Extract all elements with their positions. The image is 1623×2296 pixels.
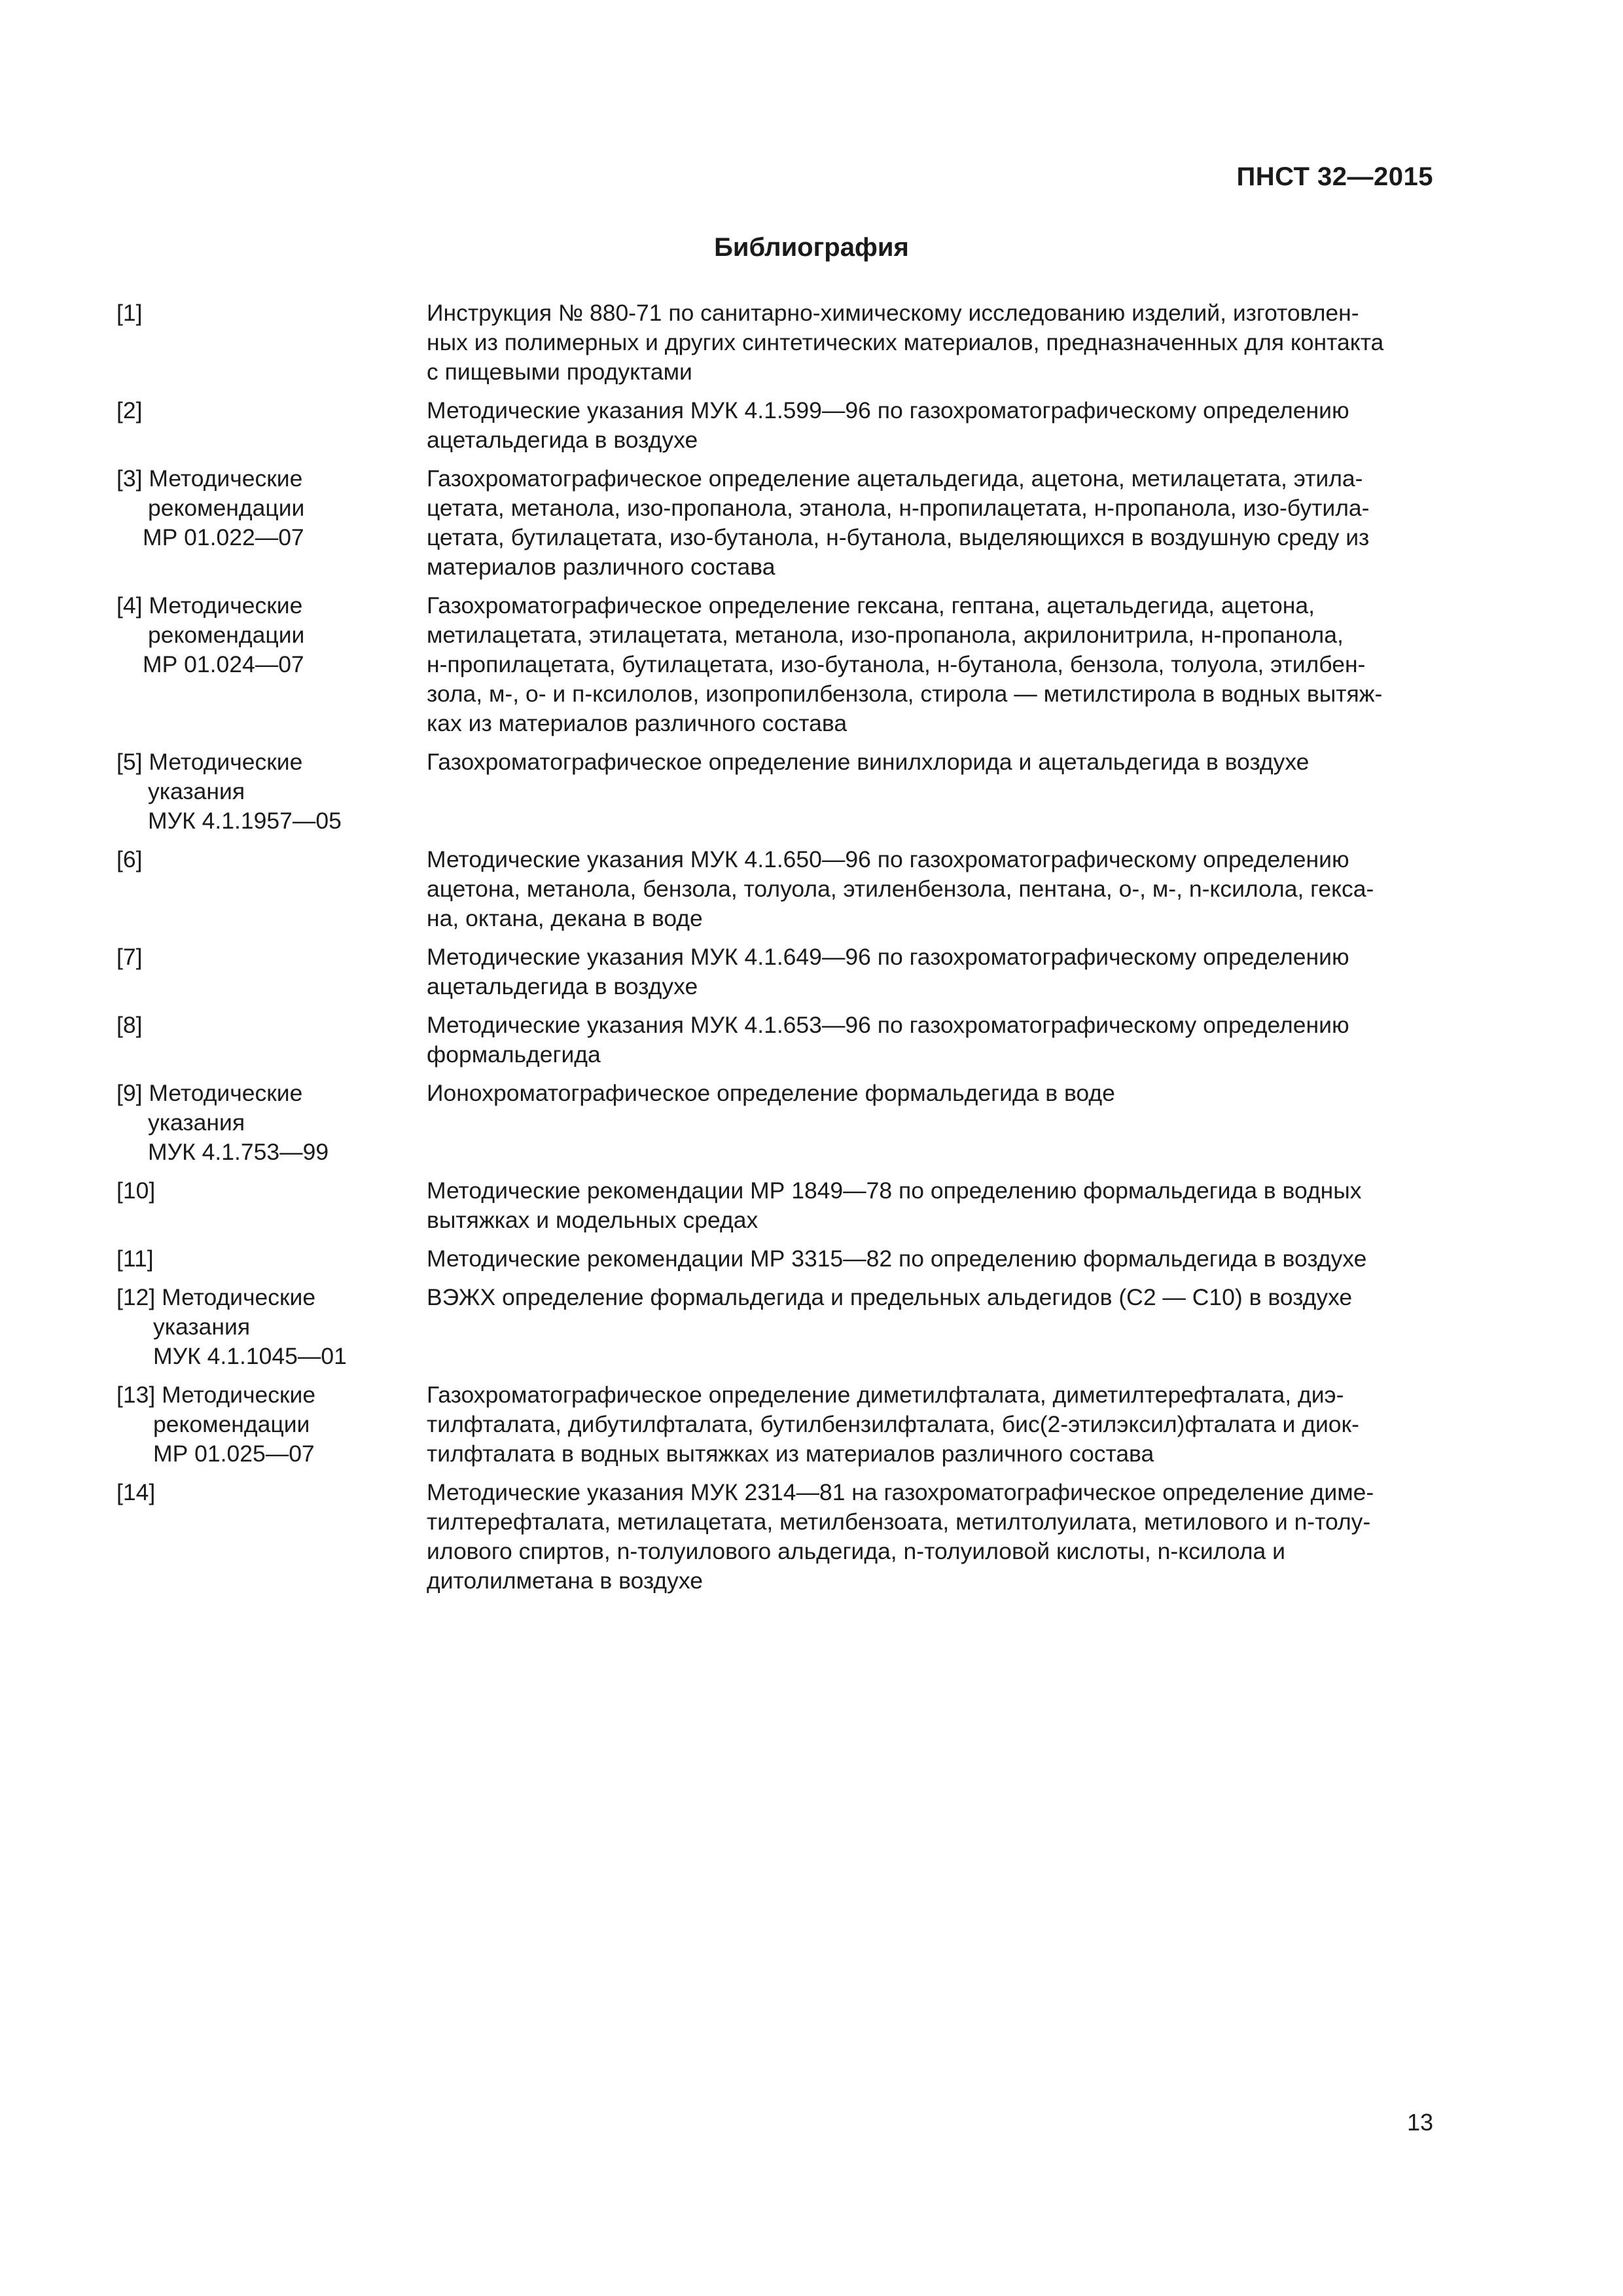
reference-designation [116,1011,427,1069]
reference-text-line: тилтерефталата, метилацетата, метилбензоата, метилтолуилата, метилового и n-толу- [427,1509,1371,1535]
reference-text-line: материалов различного состава [427,554,776,580]
reference-designation [116,1244,427,1274]
reference-text-line: формальдегида [427,1041,601,1067]
reference-number: [10] [116,1177,156,1204]
reference-text-line: тилфталата, дибутилфталата, бутилбензилфталата, бис(2-этилэксил)фталата и диок- [427,1411,1359,1437]
reference-number: [2] [116,397,143,423]
bibliography-list [116,298,1433,1605]
reference-text-line: цетата, бутилацетата, изо-бутанола, н-бутанола, выделяющихся в воздушную среду из [427,524,1370,550]
reference-doc-line: Методические [162,1284,316,1310]
reference-number: [3] [116,465,143,492]
reference-designation [116,845,427,933]
bibliography-entry [116,1079,1433,1167]
reference-doc-line: Методические [149,1080,303,1106]
reference-text-line: ацетона, метанола, бензола, толуола, этиленбензола, пентана, о-, м-, n-ксилола, гекса- [427,876,1374,902]
reference-number: [13] [116,1382,156,1408]
reference-doc-line: рекомендации [153,1411,310,1437]
reference-doc-line: Методические [149,465,303,492]
reference-text-line: цетата, метанола, изо-пропанола, этанола, н-пропилацетата, н-пропанола, изо-бутила- [427,495,1370,521]
reference-text-line: тилфталата в водных вытяжках из материалов различного состава [427,1441,1154,1467]
reference-title [427,298,1433,387]
reference-doc-line: указания [153,1314,251,1340]
reference-designation [116,1380,427,1469]
reference-doc-line: Методические [149,592,303,619]
page-title: Библиография [714,233,909,262]
reference-text-line: илового спиртов, n-толуилового альдегида, n-толуиловой кислоты, n-ксилола и [427,1538,1285,1564]
reference-number: [4] [116,592,143,619]
reference-number: [8] [116,1012,143,1038]
bibliography-entry [116,845,1433,933]
reference-designation [116,298,427,387]
reference-designation [116,747,427,836]
reference-title [427,1478,1433,1596]
reference-text-line: Инструкция № 880-71 по санитарно-химическому исследованию изделий, изготовлен- [427,300,1359,326]
reference-doc-code: МУК 4.1.753—99 [148,1139,329,1165]
reference-text-line: Газохроматографическое определение винилхлорида и ацетальдегида в воздухе [427,749,1310,775]
reference-title [427,1011,1433,1069]
reference-title [427,1283,1433,1371]
reference-number: [1] [116,300,143,326]
reference-doc-line: указания [148,1109,245,1136]
bibliography-entry [116,298,1433,387]
reference-text-line: дитолилметана в воздухе [427,1568,703,1594]
reference-doc-code: МР 01.024—07 [143,651,304,677]
reference-number: [5] [116,749,143,775]
reference-designation [116,942,427,1001]
bibliography-entry [116,1380,1433,1469]
reference-document-type [116,1284,427,1371]
reference-title [427,942,1433,1001]
reference-designation [116,1283,427,1371]
reference-doc-line: рекомендации [148,622,305,648]
reference-text-line: ВЭЖХ определение формальдегида и предельных альдегидов (С2 — С10) в воздухе [427,1284,1353,1310]
reference-number: [6] [116,846,143,872]
reference-title [427,747,1433,836]
reference-text-line: Методические рекомендации МР 3315—82 по определению формальдегида в воздухе [427,1246,1367,1272]
reference-doc-code: МР 01.022—07 [143,524,304,550]
reference-document-type [116,1080,427,1167]
reference-text-line: Газохроматографическое определение диметилфталата, диметилтерефталата, диэ- [427,1382,1344,1408]
reference-text-line: Газохроматографическое определение ацетальдегида, ацетона, метилацетата, этила- [427,465,1363,492]
reference-number: [12] [116,1284,156,1310]
reference-doc-code: МР 01.025—07 [153,1441,315,1467]
bibliography-entry [116,1244,1433,1274]
reference-text-line: Методические указания МУК 4.1.653—96 по газохроматографическому определению [427,1012,1349,1038]
reference-text-line: метилацетата, этилацетата, метанола, изо-пропанола, акрилонитрила, н-пропанола, [427,622,1344,648]
reference-text-line: с пищевыми продуктами [427,359,692,385]
reference-text-line: Ионохроматографическое определение формальдегида в воде [427,1080,1115,1106]
reference-designation [116,396,427,455]
document-code: ПНСТ 32—2015 [1236,162,1433,191]
reference-number: [11] [116,1246,154,1272]
reference-text-line: Методические указания МУК 4.1.650—96 по газохроматографическому определению [427,846,1349,872]
reference-designation [116,591,427,738]
reference-document-type [116,592,427,679]
bibliography-entry [116,1283,1433,1371]
reference-title [427,464,1433,582]
bibliography-entry [116,942,1433,1001]
reference-number: [9] [116,1080,143,1106]
reference-document-type [116,1382,427,1469]
bibliography-entry [116,1176,1433,1235]
reference-text-line: Методические указания МУК 4.1.599—96 по газохроматографическому определению [427,397,1349,423]
reference-designation [116,1478,427,1596]
reference-doc-line: указания [148,778,245,804]
reference-doc-line: Методические [149,749,303,775]
bibliography-entry [116,1478,1433,1596]
reference-designation [116,1176,427,1235]
bibliography-entry [116,747,1433,836]
reference-text-line: Газохроматографическое определение гексана, гептана, ацетальдегида, ацетона, [427,592,1315,619]
reference-text-line: ацетальдегида в воздухе [427,427,698,453]
reference-text-line: ках из материалов различного состава [427,710,847,736]
reference-title [427,1079,1433,1167]
reference-number: [14] [116,1479,156,1505]
reference-document-type [116,465,427,552]
reference-doc-line: рекомендации [148,495,305,521]
reference-text-line: Методические рекомендации МР 1849—78 по определению формальдегида в водных [427,1177,1362,1204]
reference-text-line: Методические указания МУК 4.1.649—96 по газохроматографическому определению [427,944,1349,970]
reference-title [427,845,1433,933]
reference-text-line: вытяжках и модельных средах [427,1207,758,1233]
reference-text-line: ацетальдегида в воздухе [427,973,698,999]
reference-title [427,1176,1433,1235]
bibliography-entry [116,591,1433,738]
reference-text-line: н-пропилацетата, бутилацетата, изо-бутанола, н-бутанола, бензола, толуола, этилбен- [427,651,1366,677]
reference-title [427,1380,1433,1469]
reference-designation [116,1079,427,1167]
reference-document-type [116,749,427,836]
bibliography-entry [116,396,1433,455]
reference-text-line: зола, м-, о- и п-ксилолов, изопропилбензола, стирола — метилстирола в водных вытяж- [427,681,1383,707]
reference-text-line: Методические указания МУК 2314—81 на газохроматографическое определение диме- [427,1479,1374,1505]
page-number: 13 [1406,2109,1433,2136]
reference-title [427,1244,1433,1274]
reference-doc-line: Методические [162,1382,316,1408]
bibliography-entry [116,464,1433,582]
reference-number: [7] [116,944,143,970]
reference-doc-code: МУК 4.1.1957—05 [148,808,342,834]
reference-title [427,396,1433,455]
reference-designation [116,464,427,582]
reference-title [427,591,1433,738]
reference-text-line: на, октана, декана в воде [427,905,703,931]
bibliography-entry [116,1011,1433,1069]
reference-doc-code: МУК 4.1.1045—01 [153,1343,347,1369]
reference-text-line: ных из полимерных и других синтетических материалов, предназначенных для контакта [427,329,1384,355]
